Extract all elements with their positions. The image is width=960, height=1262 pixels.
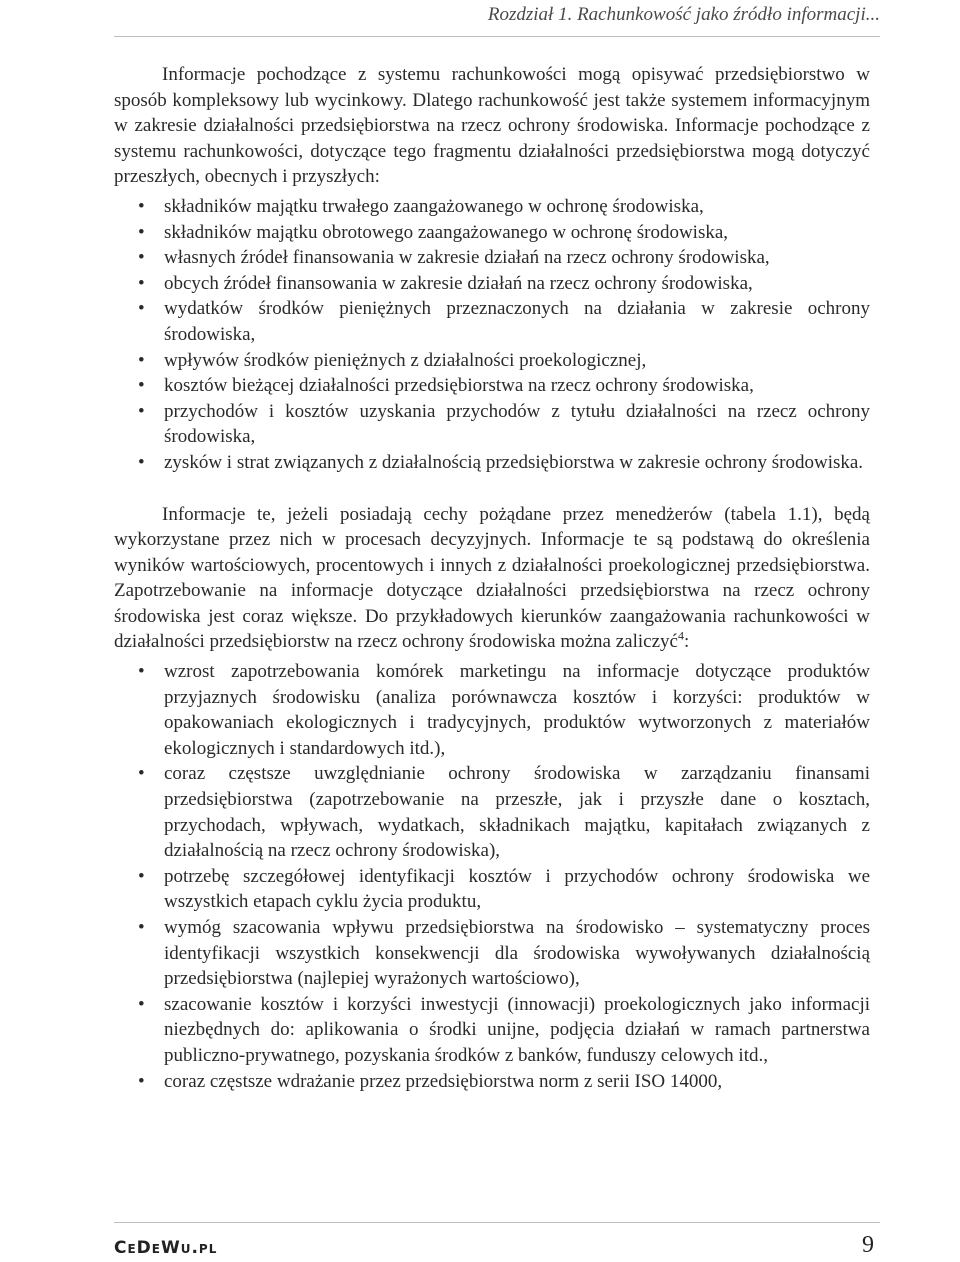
running-header: Rozdział 1. Rachunkowość jako źródło informacji... — [487, 4, 880, 25]
list-item: • zysków i strat związanych z działalnością przedsiębiorstwa w zakresie ochrony środowiska. — [114, 450, 870, 476]
paragraph-decisions-text: Informacje te, jeżeli posiadają cechy pożądane przez menedżerów (tabela 1.1), będą wykorzystane przez nich w procesach decyzyjnych. Informacje te są podstawą do określenia wyników wartościowych, procentowych i innych z działalności proekologicznej przedsiębiorstwa. Zapotrzebowanie na informacje dotyczące działalności przedsiębiorstwa na rzecz ochrony środowiska jest coraz większe. Do przykładowych kierunków zaangażowania rachunkowości w działalności przedsiębiorstw na rzecz ochrony środowiska można zaliczyć — [114, 503, 870, 653]
list-item: • coraz częstsze uwzględnianie ochrony środowiska w zarządzaniu finansami przedsiębiorstwa (zapotrzebowanie na przeszłe, jak i przyszłe dane o kosztach, przychodach, wpływach, wydatkach, składnikach majątku, kapitałach związanych z działalnością na rzecz ochrony środowiska), — [114, 761, 870, 863]
list-item: • składników majątku obrotowego zaangażowanego w ochronę środowiska, — [114, 220, 870, 246]
list-item: • potrzebę szczegółowej identyfikacji kosztów i przychodów ochrony środowiska we wszystkich etapach cyklu życia produktu, — [114, 864, 870, 915]
list-item: • wymóg szacowania wpływu przedsiębiorstwa na środowisko – systematyczny proces identyfikacji wszystkich konsekwencji dla środowiska wywoływanych działalnością przedsiębiorstwa (najlepiej wyrażonych wartościowo), — [114, 915, 870, 992]
page-body — [114, 62, 870, 1094]
list-item: • wydatków środków pieniężnych przeznaczonych na działania w zakresie ochrony środowiska, — [114, 296, 870, 347]
paragraph-spacer — [114, 476, 870, 502]
list-item: • wpływów środków pieniężnych z działalności proekologicznej, — [114, 348, 870, 374]
list-item: • własnych źródeł finansowania w zakresie działań na rzecz ochrony środowiska, — [114, 245, 870, 271]
list-item: • kosztów bieżącej działalności przedsiębiorstwa na rzecz ochrony środowiska, — [114, 373, 870, 399]
list-item: • szacowanie kosztów i korzyści inwestycji (innowacji) proekologicznych jako informacji niezbędnych do: aplikowania o środki unijne, podjęcia działań w ramach partnerstwa publiczno-prywatnego, pozyskania środków z banków, funduszy celowych itd., — [114, 992, 870, 1069]
list-item: • przychodów i kosztów uzyskania przychodów z tytułu działalności na rzecz ochrony środowiska, — [114, 399, 870, 450]
list-item: • obcych źródeł finansowania w zakresie działań na rzecz ochrony środowiska, — [114, 271, 870, 297]
paragraph-decisions — [114, 502, 870, 656]
publisher-logo: CeDeWu.pl — [114, 1238, 218, 1258]
list-item: • coraz częstsze wdrażanie przez przedsiębiorstwa norm z serii ISO 14000, — [114, 1069, 870, 1095]
bullet-list-information-scope — [114, 194, 870, 476]
footer-divider — [114, 1222, 880, 1223]
list-item: • składników majątku trwałego zaangażowanego w ochronę środowiska, — [114, 194, 870, 220]
footnote-reference[interactable]: 4 — [677, 629, 684, 644]
header-divider — [114, 36, 880, 37]
paragraph-intro: Informacje pochodzące z systemu rachunkowości mogą opisywać przedsiębiorstwo w sposób kompleksowy lub wycinkowy. Dlatego rachunkowość jest także systemem informacyjnym w zakresie działalności przedsiębiorstwa na rzecz ochrony środowiska. Informacje pochodzące z systemu rachunkowości, dotyczące tego fragmentu działalności przedsiębiorstwa mogą dotyczyć przeszłych, obecnych i przyszłych: — [114, 64, 870, 188]
paragraph-decisions-tail: : — [683, 631, 690, 653]
list-item: • wzrost zapotrzebowania komórek marketingu na informacje dotyczące produktów przyjaznych środowisku (analiza porównawcza kosztów i korzyści: produktów w opakowaniach ekologicznych i tradycyjnych, produktów wytworzonych z materiałów ekologicznych i standardowych itd.), — [114, 659, 870, 761]
page-number: 9 — [862, 1232, 874, 1258]
bullet-list-accounting-directions — [114, 659, 870, 1094]
